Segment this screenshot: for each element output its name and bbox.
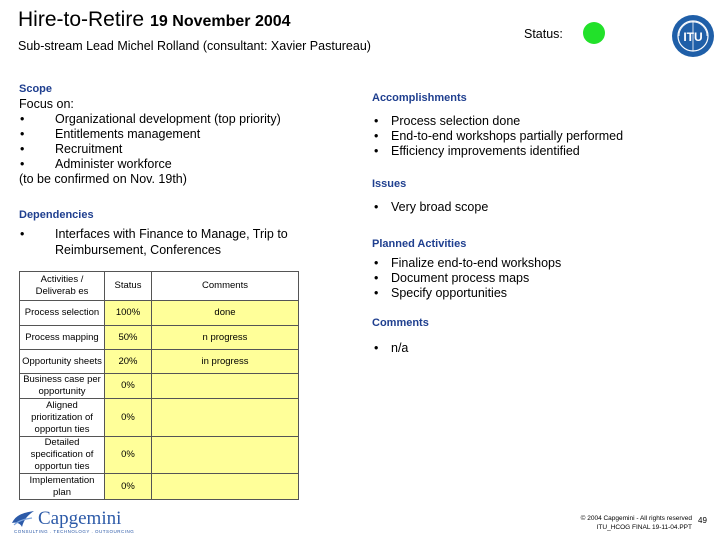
comment-cell: [152, 399, 299, 437]
comments-list: [372, 341, 702, 356]
header-status: Status: [105, 272, 152, 301]
status-cell: 0%: [105, 399, 152, 437]
scope-block: [19, 97, 339, 187]
subtitle: Sub-stream Lead Michel Rolland (consultant: Xavier Pastureau): [18, 39, 371, 53]
copyright-block: [560, 514, 692, 532]
table-row: [20, 374, 299, 399]
activity-cell: Detailed specification of opportun ties: [20, 437, 105, 474]
status-indicator: [583, 22, 605, 44]
status-cell: 0%: [105, 474, 152, 500]
header-comments: Comments: [152, 272, 299, 301]
activities-table: [19, 271, 299, 500]
scope-item: • Organizational development (top priority): [19, 112, 339, 127]
comment-cell: done: [152, 301, 299, 326]
itu-logo-text: ITU: [683, 30, 703, 44]
title-date: 19 November 2004: [150, 13, 291, 30]
status-cell: 0%: [105, 374, 152, 399]
table-row: [20, 474, 299, 500]
table-row: [20, 350, 299, 374]
comment-item: • n/a: [372, 341, 702, 356]
planned-list: [372, 256, 702, 301]
page-title: [18, 8, 291, 32]
activity-cell: Process selection: [20, 301, 105, 326]
comment-cell: in progress: [152, 350, 299, 374]
status-cell: 0%: [105, 437, 152, 474]
planned-heading: Planned Activities: [372, 238, 467, 250]
itu-logo: [671, 14, 715, 58]
comment-cell: [152, 374, 299, 399]
issues-list: [372, 200, 702, 215]
planned-item: • Specify opportunities: [372, 286, 702, 301]
activity-cell: Opportunity sheets: [20, 350, 105, 374]
scope-heading: Scope: [19, 83, 53, 95]
file-name: ITU_HCOG FINAL 19-11-04.PPT: [596, 524, 692, 531]
status-label: Status:: [524, 27, 563, 41]
copyright-text: © 2004 Capgemini - All rights reserved: [580, 515, 692, 522]
accomplishments-heading: Accomplishments: [372, 92, 467, 104]
issues-heading: Issues: [372, 178, 407, 190]
capgemini-logo-name: Capgemini: [38, 508, 122, 529]
scope-item: • Recruitment: [19, 142, 339, 157]
accomplishment-item: • Process selection done: [372, 114, 702, 129]
dependencies-block: [19, 226, 329, 258]
table-row: [20, 437, 299, 474]
dependencies-heading: Dependencies: [19, 209, 94, 221]
comment-cell: n progress: [152, 326, 299, 350]
title-text: Hire-to-Retire: [18, 8, 145, 31]
table-row: [20, 301, 299, 326]
comments-heading: Comments: [372, 317, 429, 329]
status-cell: 50%: [105, 326, 152, 350]
dependency-item: • Interfaces with Finance to Manage, Trip to Reimbursement, Conferences: [19, 226, 329, 258]
table-row: [20, 399, 299, 437]
header-activities: Activities / Deliverab es: [20, 272, 105, 301]
page-number: 49: [698, 516, 707, 525]
planned-item: • Document process maps: [372, 271, 702, 286]
activity-cell: Business case per opportunity: [20, 374, 105, 399]
scope-item: • Entitlements management: [19, 127, 339, 142]
accomplishment-item: • Efficiency improvements identified: [372, 144, 702, 159]
scope-item: • Administer workforce: [19, 157, 339, 172]
comment-cell: [152, 437, 299, 474]
capgemini-tagline: CONSULTING . TECHNOLOGY . OUTSOURCING: [14, 529, 135, 534]
status-cell: 20%: [105, 350, 152, 374]
table-row: [20, 326, 299, 350]
status-cell: 100%: [105, 301, 152, 326]
scope-note: (to be confirmed on Nov. 19th): [19, 172, 187, 186]
activity-cell: Implementation plan: [20, 474, 105, 500]
activity-cell: Aligned prioritization of opportun ties: [20, 399, 105, 437]
table-header-row: [20, 272, 299, 301]
accomplishments-list: [372, 114, 702, 159]
issue-item: • Very broad scope: [372, 200, 702, 215]
activity-cell: Process mapping: [20, 326, 105, 350]
scope-intro: Focus on:: [19, 97, 74, 111]
planned-item: • Finalize end-to-end workshops: [372, 256, 702, 271]
accomplishment-item: • End-to-end workshops partially performed: [372, 129, 702, 144]
comment-cell: [152, 474, 299, 500]
